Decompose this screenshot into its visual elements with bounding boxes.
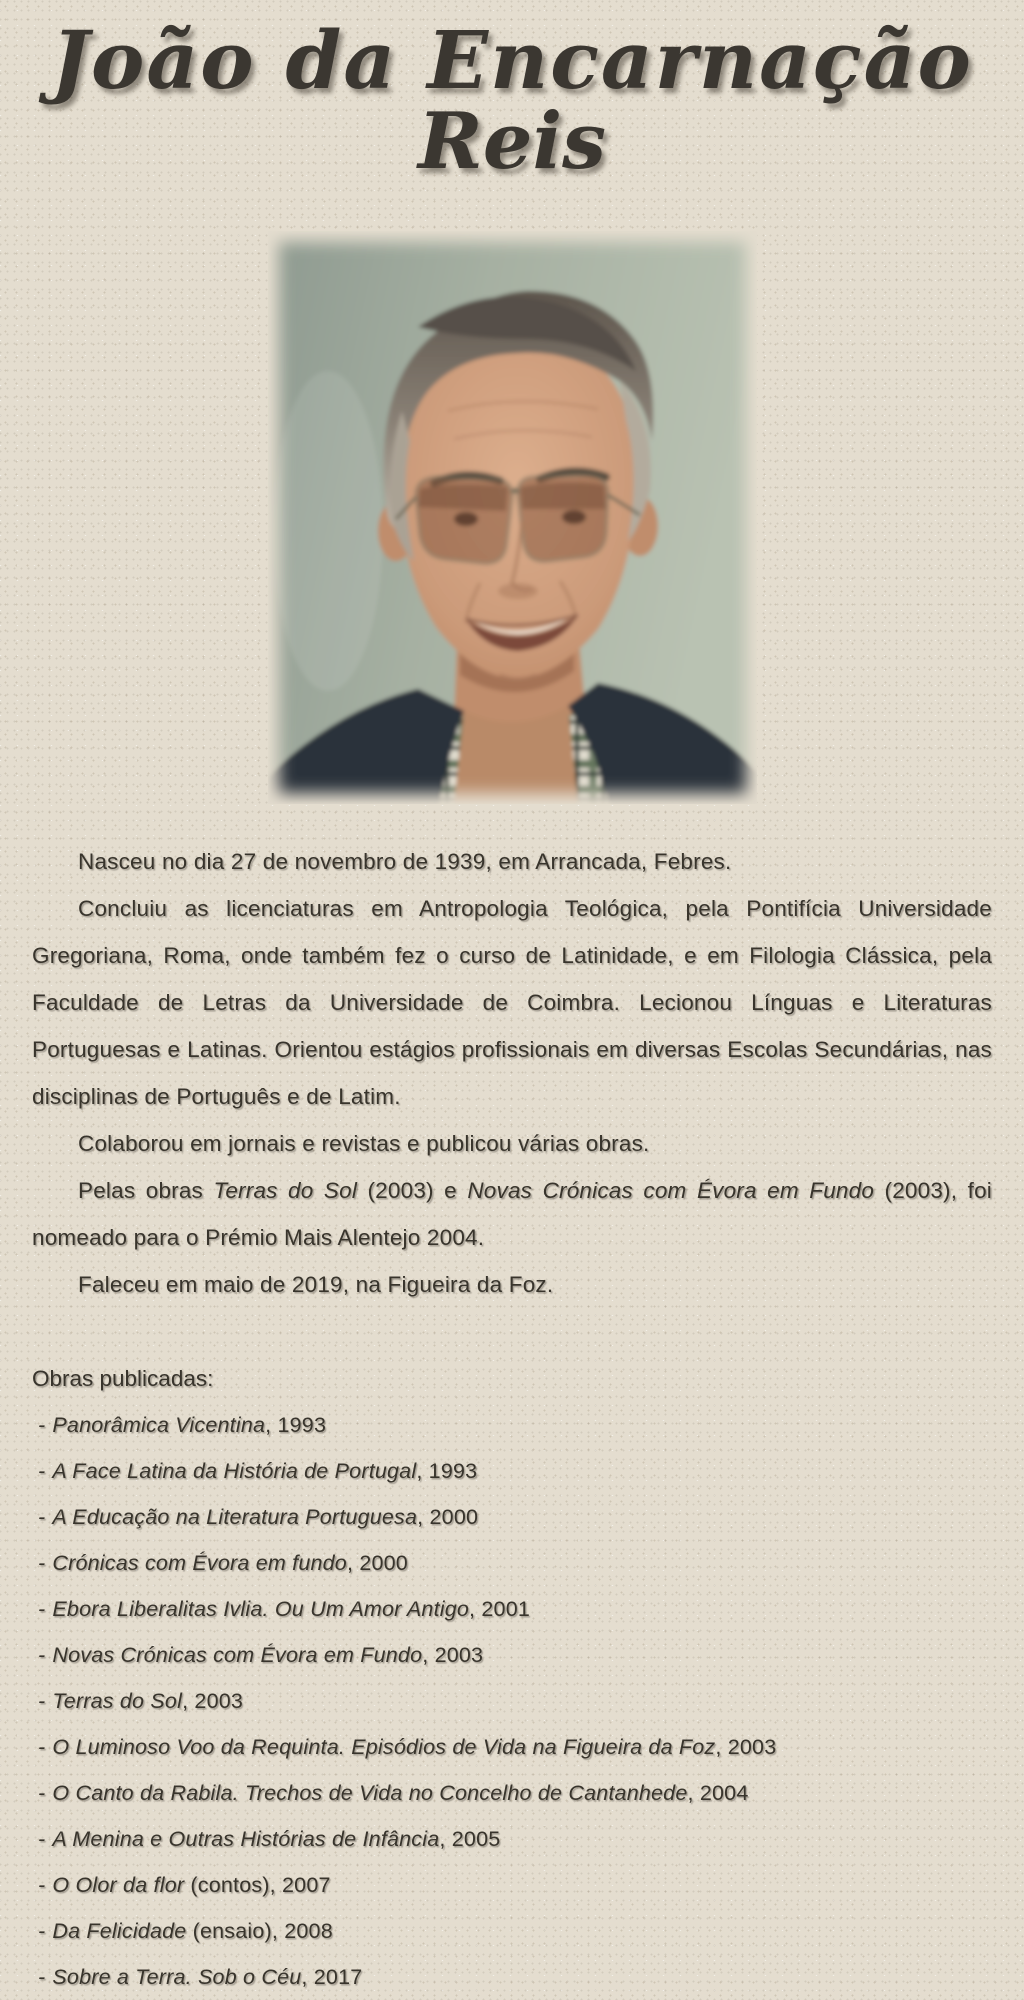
work-title: O Olor da flor <box>52 1872 185 1897</box>
bio-paragraph-education: Concluiu as licenciaturas em Antropologia Teológica, pela Pontifícia Universidade Gregoriana, Roma, onde também fez o curso de Latinidade, e em Filologia Clássica, pela Faculdade de Letras da Universidade de Coimbra. Lecionou Línguas e Literaturas Portuguesas e Latinas. Orientou estágios profissionais em diversas Escolas Secundárias, nas disciplinas de Português e de Latim. <box>32 895 992 1109</box>
award-text-segment: Pelas obras <box>78 1177 214 1203</box>
work-item <box>38 1586 992 1632</box>
work-title: Ebora Liberalitas Ivlia. Ou Um Amor Antigo <box>52 1596 470 1621</box>
work-year: , 2003 <box>715 1734 777 1759</box>
work-year: , 2001 <box>469 1596 531 1621</box>
dash-bullet: - <box>38 1596 46 1621</box>
work-year: , 1993 <box>416 1458 478 1483</box>
work-item <box>38 1494 992 1540</box>
work-year: , 2003 <box>182 1688 244 1713</box>
bio-paragraph-collaboration: Colaborou em jornais e revistas e publicou várias obras. <box>78 1130 650 1156</box>
dash-bullet: - <box>38 1412 46 1437</box>
dash-bullet: - <box>38 1504 46 1529</box>
work-title: Crónicas com Évora em fundo <box>52 1550 347 1575</box>
dash-bullet: - <box>38 1550 46 1575</box>
work-title: A Face Latina da História de Portugal <box>52 1458 417 1483</box>
dash-bullet: - <box>38 1826 46 1851</box>
bio-paragraph-birth: Nasceu no dia 27 de novembro de 1939, em Arrancada, Febres. <box>78 848 732 874</box>
portrait-photo-image <box>268 231 757 804</box>
dash-bullet: - <box>38 1458 46 1483</box>
page-header <box>0 0 1024 185</box>
dash-bullet: - <box>38 1688 46 1713</box>
work-item <box>38 1678 992 1724</box>
work-year: , 2017 <box>301 1964 363 1989</box>
works-list <box>32 1402 992 2000</box>
page-title-line-2: Reis <box>418 95 606 187</box>
work-item <box>38 1908 992 1954</box>
work-year: , 2004 <box>687 1780 749 1805</box>
work-year: , 2005 <box>439 1826 501 1851</box>
bio-paragraph-death: Faleceu em maio de 2019, na Figueira da Foz. <box>78 1271 554 1297</box>
dash-bullet: - <box>38 1872 46 1897</box>
work-item <box>38 1632 992 1678</box>
work-year: , 2003 <box>422 1642 484 1667</box>
dash-bullet: - <box>38 1734 46 1759</box>
page-title-line-1: João da Encarnação <box>51 13 973 107</box>
portrait-photo <box>268 231 757 804</box>
dash-bullet: - <box>38 1964 46 1989</box>
work-title: Da Felicidade <box>52 1918 187 1943</box>
works-heading: Obras publicadas: <box>32 1365 214 1391</box>
work-title: Terras do Sol <box>52 1688 183 1713</box>
work-title: Novas Crónicas com Évora em Fundo <box>52 1642 423 1667</box>
award-book-title-2: Novas Crónicas com Évora em Fundo <box>467 1177 875 1203</box>
work-year: (ensaio), 2008 <box>186 1918 333 1943</box>
work-year: (contos), 2007 <box>184 1872 331 1897</box>
work-year: , 2000 <box>346 1550 408 1575</box>
biography-content <box>0 838 1024 2000</box>
bio-section <box>32 838 992 1308</box>
dash-bullet: - <box>38 1918 46 1943</box>
work-title: O Luminoso Voo da Requinta. Episódios de Vida na Figueira da Foz <box>52 1734 716 1759</box>
work-item <box>38 1816 992 1862</box>
award-text-segment: (2003) e <box>357 1177 468 1203</box>
award-book-title-1: Terras do Sol <box>213 1177 358 1203</box>
work-item <box>38 1862 992 1908</box>
award-text-segment: (2003), foi nomeado para o Prémio Mais Alentejo 2004. <box>32 1177 993 1250</box>
bio-paragraph-award <box>32 1167 992 1261</box>
work-year: , 1993 <box>265 1412 327 1437</box>
page-title <box>0 13 1024 187</box>
dash-bullet: - <box>38 1780 46 1805</box>
work-title: A Menina e Outras Histórias de Infância <box>52 1826 440 1851</box>
work-title: Panorâmica Vicentina <box>52 1412 266 1437</box>
work-item <box>38 1540 992 1586</box>
work-item <box>38 1448 992 1494</box>
work-title: A Educação na Literatura Portuguesa <box>52 1504 418 1529</box>
work-item <box>38 1954 992 2000</box>
work-title: O Canto da Rabila. Trechos de Vida no Concelho de Cantanhede <box>52 1780 688 1805</box>
work-item <box>38 1770 992 1816</box>
work-year: , 2000 <box>417 1504 479 1529</box>
work-item <box>38 1402 992 1448</box>
dash-bullet: - <box>38 1642 46 1667</box>
work-title: Sobre a Terra. Sob o Céu <box>52 1964 302 1989</box>
work-item <box>38 1724 992 1770</box>
